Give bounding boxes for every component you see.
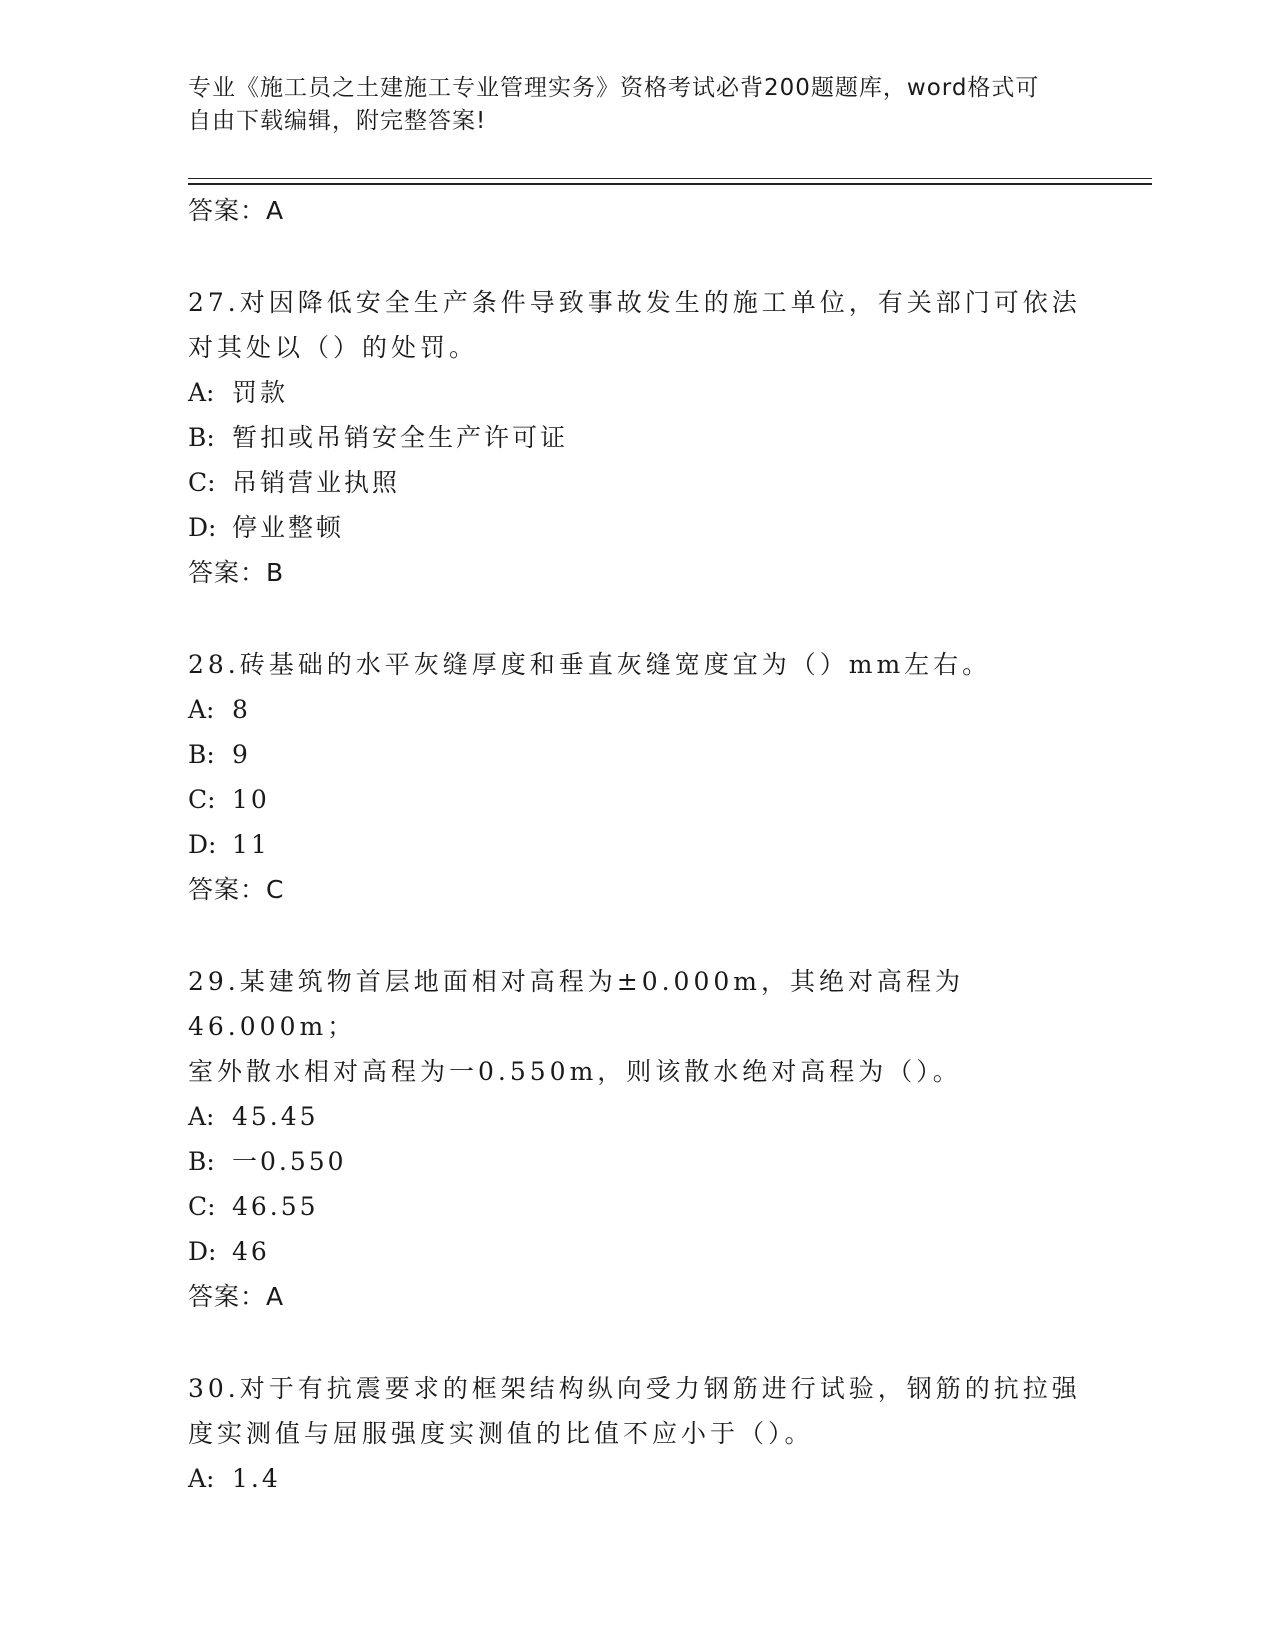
- spacer: [188, 234, 1088, 280]
- question-block: [188, 1366, 1088, 1501]
- option-c: [188, 1184, 1088, 1229]
- option-a: [188, 1456, 1088, 1501]
- spacer: [188, 1320, 1088, 1366]
- option-text: 45.45: [232, 1102, 319, 1131]
- question-line: 度实测值与屈服强度实测值的比值不应小于（）。: [188, 1419, 814, 1448]
- option-letter: D:: [188, 1237, 217, 1266]
- question-line: 28.砖基础的水平灰缝厚度和垂直灰缝宽度宜为（）mm左右。: [188, 650, 992, 679]
- question-text: [188, 280, 1088, 370]
- option-text: 罚款: [232, 378, 289, 407]
- question-block: [188, 959, 1088, 1320]
- option-text: 46: [232, 1237, 270, 1266]
- option-letter: A:: [188, 378, 215, 407]
- question-line: 27.对因降低安全生产条件导致事故发生的施工单位，有关部门可依法: [188, 288, 1081, 317]
- option-c: [188, 460, 1088, 505]
- option-text: 10: [232, 785, 270, 814]
- answer-line: 答案：B: [188, 558, 285, 587]
- option-letter: C:: [188, 468, 216, 497]
- option-letter: A:: [188, 695, 215, 724]
- question-line: 室外散水相对高程为一0.550m，则该散水绝对高程为（）。: [188, 1057, 962, 1086]
- header-divider-thin: [188, 178, 1152, 179]
- option-c: [188, 777, 1088, 822]
- question-block: [188, 280, 1088, 596]
- option-a: [188, 687, 1088, 732]
- question-text: [188, 642, 1088, 687]
- option-text: 8: [232, 695, 251, 724]
- option-letter: B:: [188, 740, 215, 769]
- option-a: [188, 370, 1088, 415]
- option-text: 9: [232, 740, 251, 769]
- header-divider-thick: [188, 183, 1152, 185]
- option-letter: B:: [188, 1147, 215, 1176]
- option-text: 吊销营业执照: [232, 468, 401, 497]
- option-d: [188, 1229, 1088, 1274]
- option-letter: C:: [188, 785, 216, 814]
- option-text: 停业整顿: [232, 513, 345, 542]
- question-block: [188, 642, 1088, 913]
- question-text: [188, 959, 1088, 1094]
- question-text: [188, 1366, 1088, 1456]
- spacer: [188, 913, 1088, 959]
- option-letter: D:: [188, 830, 217, 859]
- option-a: [188, 1094, 1088, 1139]
- question-line: 29.某建筑物首层地面相对高程为±0.000m，其绝对高程为46.000m；: [188, 967, 964, 1041]
- option-letter: B:: [188, 423, 215, 452]
- option-text: 一0.550: [232, 1147, 347, 1176]
- option-text: 1.4: [232, 1464, 281, 1493]
- option-b: [188, 732, 1088, 777]
- option-b: [188, 1139, 1088, 1184]
- page-header: [188, 72, 1068, 138]
- option-d: [188, 822, 1088, 867]
- question-line: 30.对于有抗震要求的框架结构纵向受力钢筋进行试验，钢筋的抗拉强: [188, 1374, 1081, 1403]
- header-line-1: 专业《施工员之土建施工专业管理实务》资格考试必背200题题库，word格式可: [188, 75, 1040, 101]
- option-b: [188, 415, 1088, 460]
- option-letter: C:: [188, 1192, 216, 1221]
- option-letter: D:: [188, 513, 217, 542]
- option-text: 11: [232, 830, 270, 859]
- answer-line: 答案：A: [188, 196, 285, 225]
- option-d: [188, 505, 1088, 550]
- answer-line: 答案：C: [188, 875, 285, 904]
- option-letter: A:: [188, 1464, 215, 1493]
- spacer: [188, 596, 1088, 642]
- document-body: [188, 188, 1088, 1501]
- header-line-2: 自由下载编辑，附完整答案!: [188, 108, 487, 134]
- option-text: 暂扣或吊销安全生产许可证: [232, 423, 569, 452]
- question-line: 对其处以（）的处罚。: [188, 333, 479, 362]
- answer-line: 答案：A: [188, 1282, 285, 1311]
- option-text: 46.55: [232, 1192, 319, 1221]
- option-letter: A:: [188, 1102, 215, 1131]
